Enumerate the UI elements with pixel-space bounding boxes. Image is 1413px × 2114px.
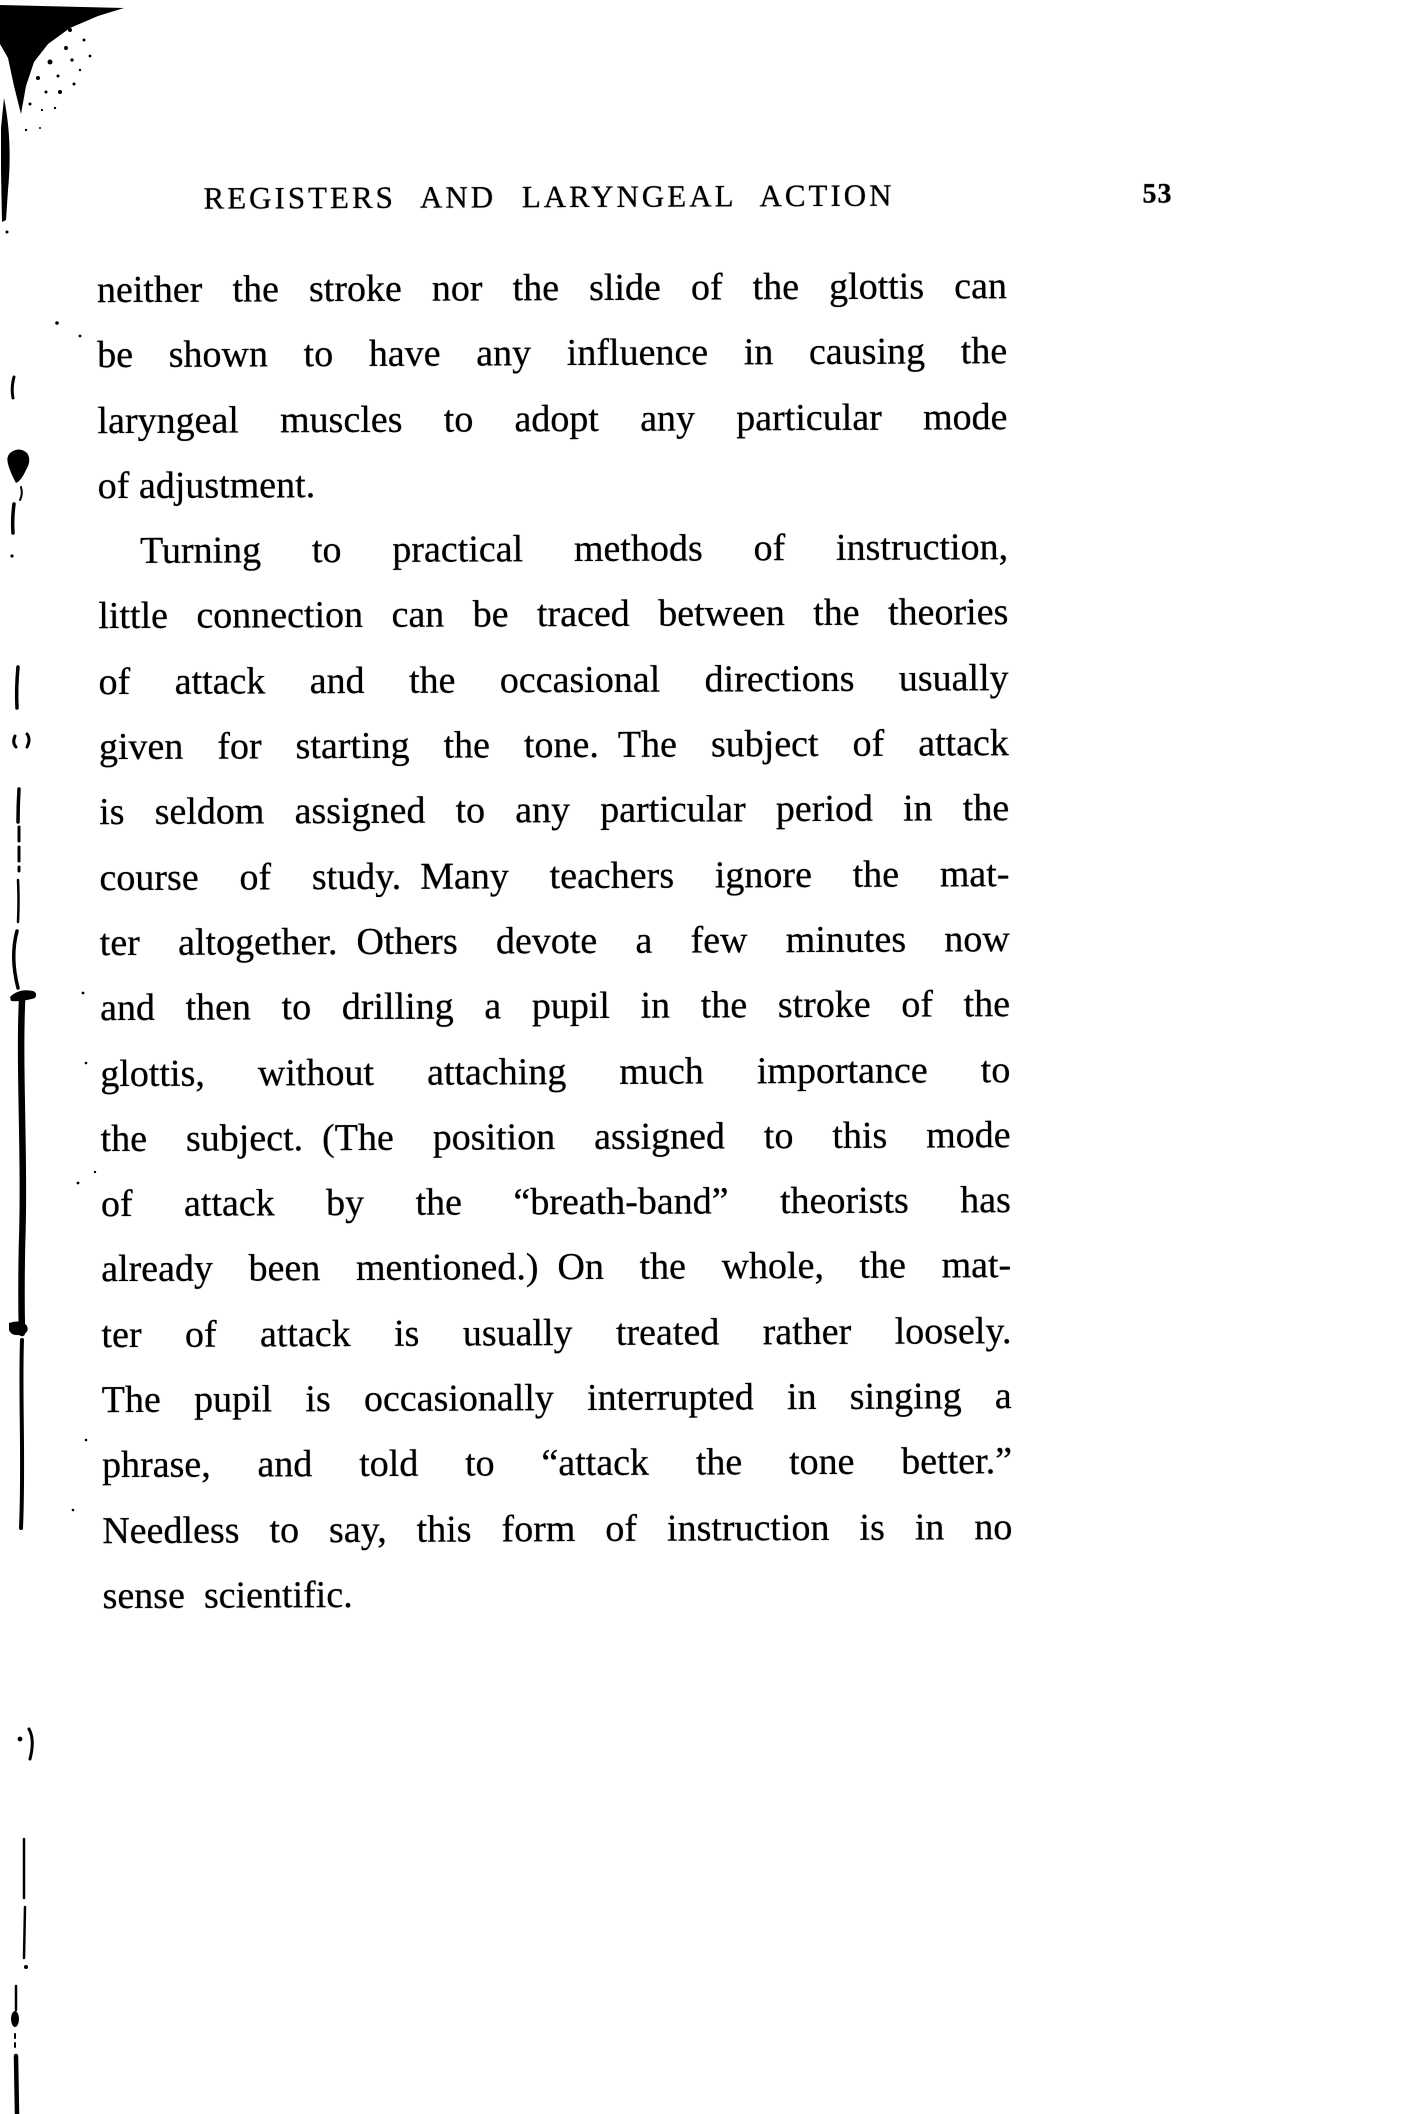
body-line: Turning to practical methods of instruction, (139, 526, 1009, 573)
body-line: sense scientific. (102, 1573, 353, 1618)
body-text (97, 254, 1013, 1629)
body-line: neither the stroke nor the slide of the glottis can (96, 265, 1007, 312)
body-line: and then to drilling a pupil in the stroke of the (99, 983, 1011, 1030)
body-line: glottis, without attaching much importance to (100, 1048, 1011, 1095)
body-line: course of study. Many teachers ignore the mat- (99, 852, 1010, 899)
page-number: 53 (1142, 178, 1173, 210)
body-line: already been mentioned.) On the whole, the mat- (101, 1244, 1012, 1291)
body-line: of adjustment. (97, 464, 316, 507)
running-header (0, 175, 1410, 221)
body-line: of attack and the occasional directions usually (98, 656, 1009, 703)
body-line: of attack by the “breath-band” theorists has (100, 1179, 1011, 1226)
body-line: laryngeal muscles to adopt any particular mode (97, 395, 1008, 442)
body-line: Needless to say, this form of instruction is in no (102, 1505, 1013, 1552)
body-line: little connection can be traced between the theories (98, 591, 1009, 638)
body-line: ter of attack is usually treated rather loosely. (101, 1309, 1012, 1356)
body-line: the subject. (The position assigned to this mode (100, 1113, 1011, 1160)
running-header-title: REGISTERS AND LARYNGEAL ACTION (203, 177, 895, 216)
body-line: ter altogether. Others devote a few minutes now (99, 918, 1010, 965)
body-line: given for starting the tone. The subject of attack (98, 722, 1009, 769)
body-line: phrase, and told to “attack the tone better.” (101, 1440, 1013, 1487)
body-line: be shown to have any influence in causing the (97, 330, 1008, 377)
body-line: is seldom assigned to any particular period in the (99, 787, 1010, 834)
body-line: The pupil is occasionally interrupted in singing a (101, 1375, 1012, 1422)
